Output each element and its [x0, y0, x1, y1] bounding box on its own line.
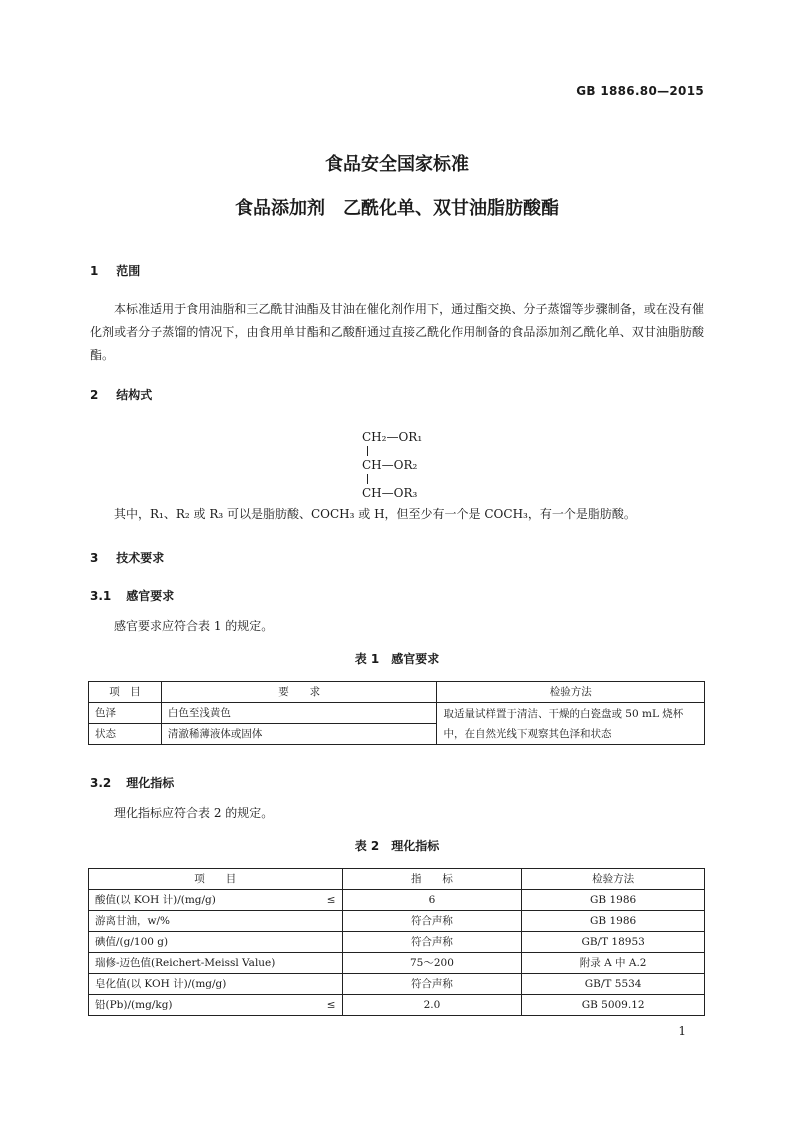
table-2-physicochemical	[88, 868, 705, 1016]
table-cell-method: 附录 A 中 A.2	[522, 953, 705, 974]
section-3-1-title: 感官要求	[126, 589, 175, 603]
section-3-title: 技术要求	[116, 551, 165, 565]
table-row	[89, 974, 705, 995]
table-header-cell: 要 求	[161, 682, 437, 703]
section-3-number: 3	[90, 551, 99, 565]
table-row	[89, 911, 705, 932]
table-header-cell: 项 目	[89, 682, 162, 703]
table-cell-item	[89, 995, 343, 1016]
table-row	[89, 995, 705, 1016]
table-row	[89, 890, 705, 911]
item-label: 游离甘油，w/%	[95, 915, 171, 927]
section-2-title: 结构式	[116, 388, 153, 402]
table-cell-item	[89, 974, 343, 995]
table-cell-value: 75～200	[342, 953, 522, 974]
table-cell-item	[89, 932, 343, 953]
table-cell-requirement: 清澈稀薄液体或固体	[161, 724, 437, 745]
table-cell-method: GB 1986	[522, 911, 705, 932]
table-header-row	[89, 682, 705, 703]
table-cell-value: 符合声称	[342, 974, 522, 995]
formula-line-1: CH₂—OR₁	[362, 430, 423, 444]
table-row	[89, 932, 705, 953]
section-1-number: 1	[90, 264, 99, 278]
section-3-1-body: 感官要求应符合表 1 的规定。	[114, 619, 274, 633]
formula-line-3: CH—OR₃	[362, 486, 418, 500]
structural-formula	[362, 428, 422, 502]
table-cell-item	[89, 953, 343, 974]
page-number: 1	[678, 1024, 686, 1038]
document-title: 食品安全国家标准	[325, 154, 469, 175]
section-3-2-heading	[90, 774, 174, 791]
table-cell-value: 符合声称	[342, 911, 522, 932]
formula-bond-2	[362, 474, 372, 484]
section-3-2-number: 3.2	[90, 776, 112, 790]
item-label: 铅(Pb)/(mg/kg)	[95, 999, 173, 1011]
table-cell-value: 符合声称	[342, 932, 522, 953]
item-label: 瑞修-迈色值(Reichert-Meissl Value)	[95, 957, 276, 969]
comparator-symbol: ≤	[326, 999, 336, 1011]
table-cell-method: GB/T 5534	[522, 974, 705, 995]
table-cell-item	[89, 890, 343, 911]
section-1-title: 范围	[116, 264, 141, 278]
section-3-heading	[90, 549, 164, 566]
table-row	[89, 953, 705, 974]
table-header-row	[89, 869, 705, 890]
comparator-symbol: ≤	[326, 894, 336, 906]
formula-note: 其中，R₁、R₂ 或 R₃ 可以是脂肪酸、COCH₃ 或 H，但至少有一个是 COCH₃，有一个是脂肪酸。	[114, 507, 636, 521]
section-2-number: 2	[90, 388, 99, 402]
formula-bond-1	[362, 446, 372, 456]
table-cell-method: GB/T 18953	[522, 932, 705, 953]
section-3-1-number: 3.1	[90, 589, 112, 603]
item-label: 酸值(以 KOH 计)/(mg/g)	[95, 894, 216, 906]
section-3-1-heading	[90, 587, 174, 604]
standard-number: GB 1886.80—2015	[576, 84, 704, 98]
table-cell-item: 状态	[89, 724, 162, 745]
section-1-body: 本标准适用于食用油脂和三乙酰甘油酯及甘油在催化剂作用下，通过酯交换、分子蒸馏等步骤制备，或在没有催化剂或者分子蒸馏的情况下，由食用单甘酯和乙酸酐通过直接乙酰化作用制备的食品添加剂乙酰化单、双甘油脂肪酸酯。	[90, 302, 704, 362]
table-header-cell: 检验方法	[522, 869, 705, 890]
table-1-sensory	[88, 681, 705, 745]
table-header-cell: 检验方法	[437, 682, 705, 703]
table-cell-value: 6	[342, 890, 522, 911]
item-label: 皂化值(以 KOH 计)/(mg/g)	[95, 978, 227, 990]
table-cell-method: GB 1986	[522, 890, 705, 911]
table-row	[89, 703, 705, 724]
section-1-heading	[90, 262, 140, 279]
document-subtitle: 食品添加剂 乙酰化单、双甘油脂肪酸酯	[235, 198, 559, 219]
item-label: 碘值/(g/100 g)	[95, 936, 169, 948]
table-cell-value: 2.0	[342, 995, 522, 1016]
table-1-caption: 表 1 感官要求	[354, 652, 440, 666]
section-3-2-title: 理化指标	[126, 776, 175, 790]
table-header-cell: 指 标	[342, 869, 522, 890]
table-cell-requirement: 白色至浅黄色	[161, 703, 437, 724]
table-cell-method: GB 5009.12	[522, 995, 705, 1016]
formula-line-2: CH—OR₂	[362, 458, 418, 472]
table-2-caption: 表 2 理化指标	[354, 839, 440, 853]
section-2-heading	[90, 386, 152, 403]
table-header-cell: 项 目	[89, 869, 343, 890]
table-cell-method: 取适量试样置于清洁、干燥的白瓷盘或 50 mL 烧杯中，在自然光线下观察其色泽和状态	[437, 703, 705, 745]
table-cell-item	[89, 911, 343, 932]
table-cell-item: 色泽	[89, 703, 162, 724]
section-3-2-body: 理化指标应符合表 2 的规定。	[114, 806, 274, 820]
